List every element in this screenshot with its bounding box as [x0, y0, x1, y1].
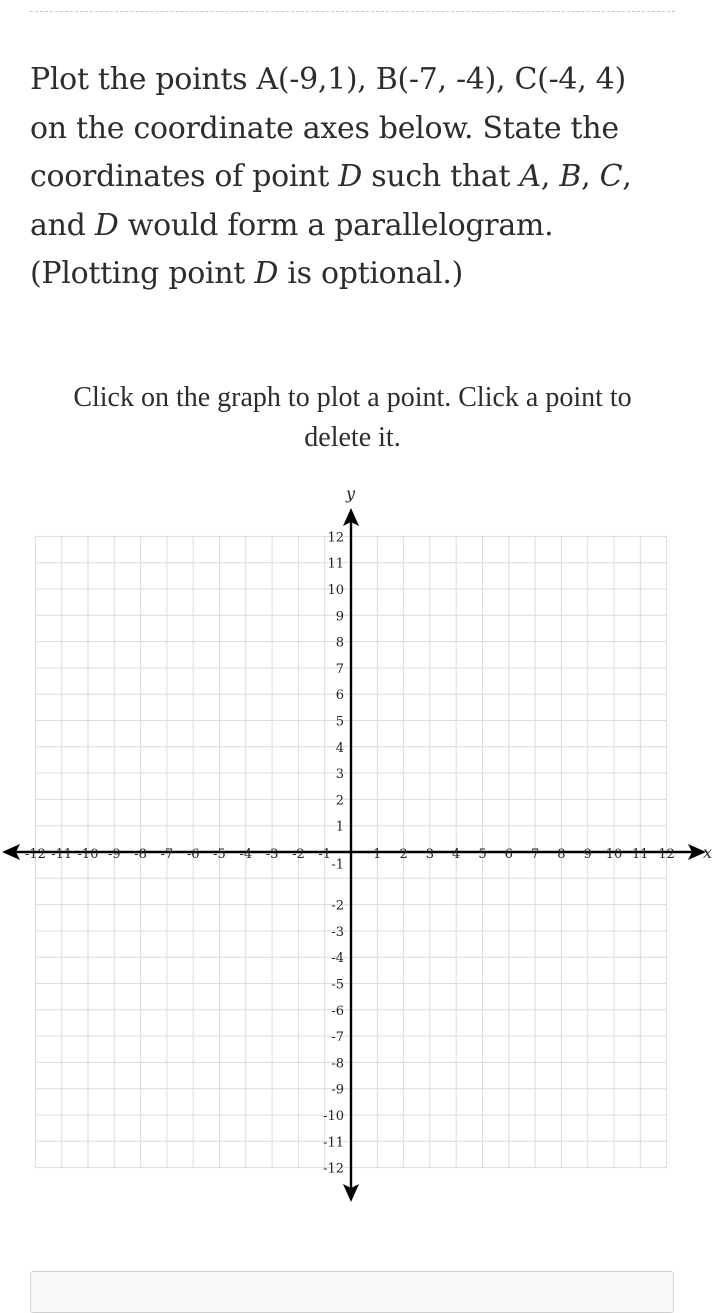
- math-var-a: A: [519, 159, 541, 194]
- x-axis-label: x: [703, 843, 713, 862]
- x-tick-label: 3: [425, 847, 435, 862]
- top-divider: [30, 11, 675, 12]
- x-tick-label: 6: [504, 847, 513, 862]
- x-tick-label: -8: [134, 847, 147, 862]
- problem-line-5: [30, 250, 690, 299]
- problem-text: (Plotting point: [30, 256, 246, 291]
- graph-instructions: [30, 378, 675, 458]
- x-tick-label: -1: [318, 847, 332, 862]
- x-tick-label: -7: [160, 847, 174, 862]
- answer-input[interactable]: [30, 1271, 674, 1313]
- y-tick-label: -11: [323, 1135, 344, 1151]
- x-tick-label: 8: [557, 847, 566, 862]
- instructions-line-1: Click on the graph to plot a point. Click a point to: [73, 382, 632, 413]
- problem-text: and: [30, 207, 86, 243]
- y-tick-label: 1: [335, 819, 344, 835]
- y-tick-label: 10: [327, 583, 344, 598]
- problem-line-2: on the coordinate axes below. State the: [30, 110, 619, 146]
- x-tick-label: -4: [239, 847, 253, 862]
- x-tick-label: 2: [399, 847, 408, 862]
- y-tick-label: 12: [327, 530, 344, 546]
- y-tick-label: 9: [335, 609, 344, 625]
- problem-line-3: [30, 153, 690, 202]
- x-tick-label: -2: [292, 847, 305, 862]
- math-var-c: C: [599, 159, 623, 194]
- x-tick-label: 4: [452, 847, 461, 862]
- x-tick-label: -5: [213, 847, 226, 862]
- instructions-line-2: delete it.: [304, 422, 401, 453]
- math-var-d: D: [338, 159, 362, 194]
- math-var-d: D: [94, 207, 119, 243]
- x-tick-label: -6: [186, 847, 200, 862]
- comma: ,: [540, 159, 551, 194]
- problem-text: coordinates of point: [30, 159, 329, 194]
- tick-labels: [25, 484, 712, 1177]
- math-var-b: B: [559, 159, 582, 194]
- y-tick-label: 6: [335, 688, 344, 704]
- problem-text: would form a parallelogram.: [127, 207, 554, 243]
- x-tick-label: -3: [265, 847, 279, 862]
- y-tick-label: -12: [323, 1161, 344, 1177]
- problem-line-4: [30, 202, 690, 251]
- y-tick-label: -5: [331, 977, 344, 993]
- x-tick-label: 9: [583, 847, 592, 862]
- y-tick-label: -7: [331, 1030, 344, 1046]
- y-tick-label: 7: [335, 661, 344, 677]
- x-tick-label: 10: [605, 847, 623, 862]
- y-tick-label: -3: [331, 924, 344, 940]
- problem-text: such that: [371, 159, 511, 194]
- y-tick-label: -9: [331, 1082, 344, 1098]
- x-tick-label: -12: [24, 847, 46, 862]
- comma: ,: [622, 159, 632, 194]
- math-var-d: D: [254, 256, 279, 291]
- y-tick-label: 5: [335, 714, 344, 730]
- y-tick-label: -4: [331, 951, 344, 967]
- y-tick-label: 3: [335, 767, 344, 783]
- problem-line-1: Plot the points A(-9,1), B(-7, -4), C(-4, 4): [30, 62, 626, 97]
- x-tick-label: 5: [478, 847, 487, 862]
- x-tick-label: 7: [530, 847, 540, 862]
- coordinate-graph[interactable]: [0, 480, 713, 1210]
- problem-statement: [30, 56, 690, 299]
- problem-text: is optional.): [287, 256, 463, 291]
- y-tick-label: -10: [323, 1109, 344, 1124]
- y-tick-label: -6: [331, 1003, 344, 1019]
- y-tick-label: 11: [327, 556, 344, 572]
- x-tick-label: 12: [658, 847, 675, 862]
- y-tick-label: 4: [335, 740, 344, 756]
- x-tick-label: 11: [632, 847, 649, 862]
- y-tick-label: -1: [331, 857, 344, 873]
- x-tick-label: -9: [107, 847, 121, 862]
- y-tick-label: -2: [331, 898, 344, 914]
- y-tick-label: 2: [335, 793, 344, 809]
- x-tick-label: 1: [373, 847, 382, 862]
- y-tick-label: 8: [335, 635, 344, 651]
- comma: ,: [581, 159, 591, 194]
- x-tick-label: -10: [77, 847, 99, 862]
- x-tick-label: -11: [51, 847, 73, 862]
- y-axis-label: y: [346, 484, 356, 503]
- y-tick-label: -8: [331, 1056, 344, 1072]
